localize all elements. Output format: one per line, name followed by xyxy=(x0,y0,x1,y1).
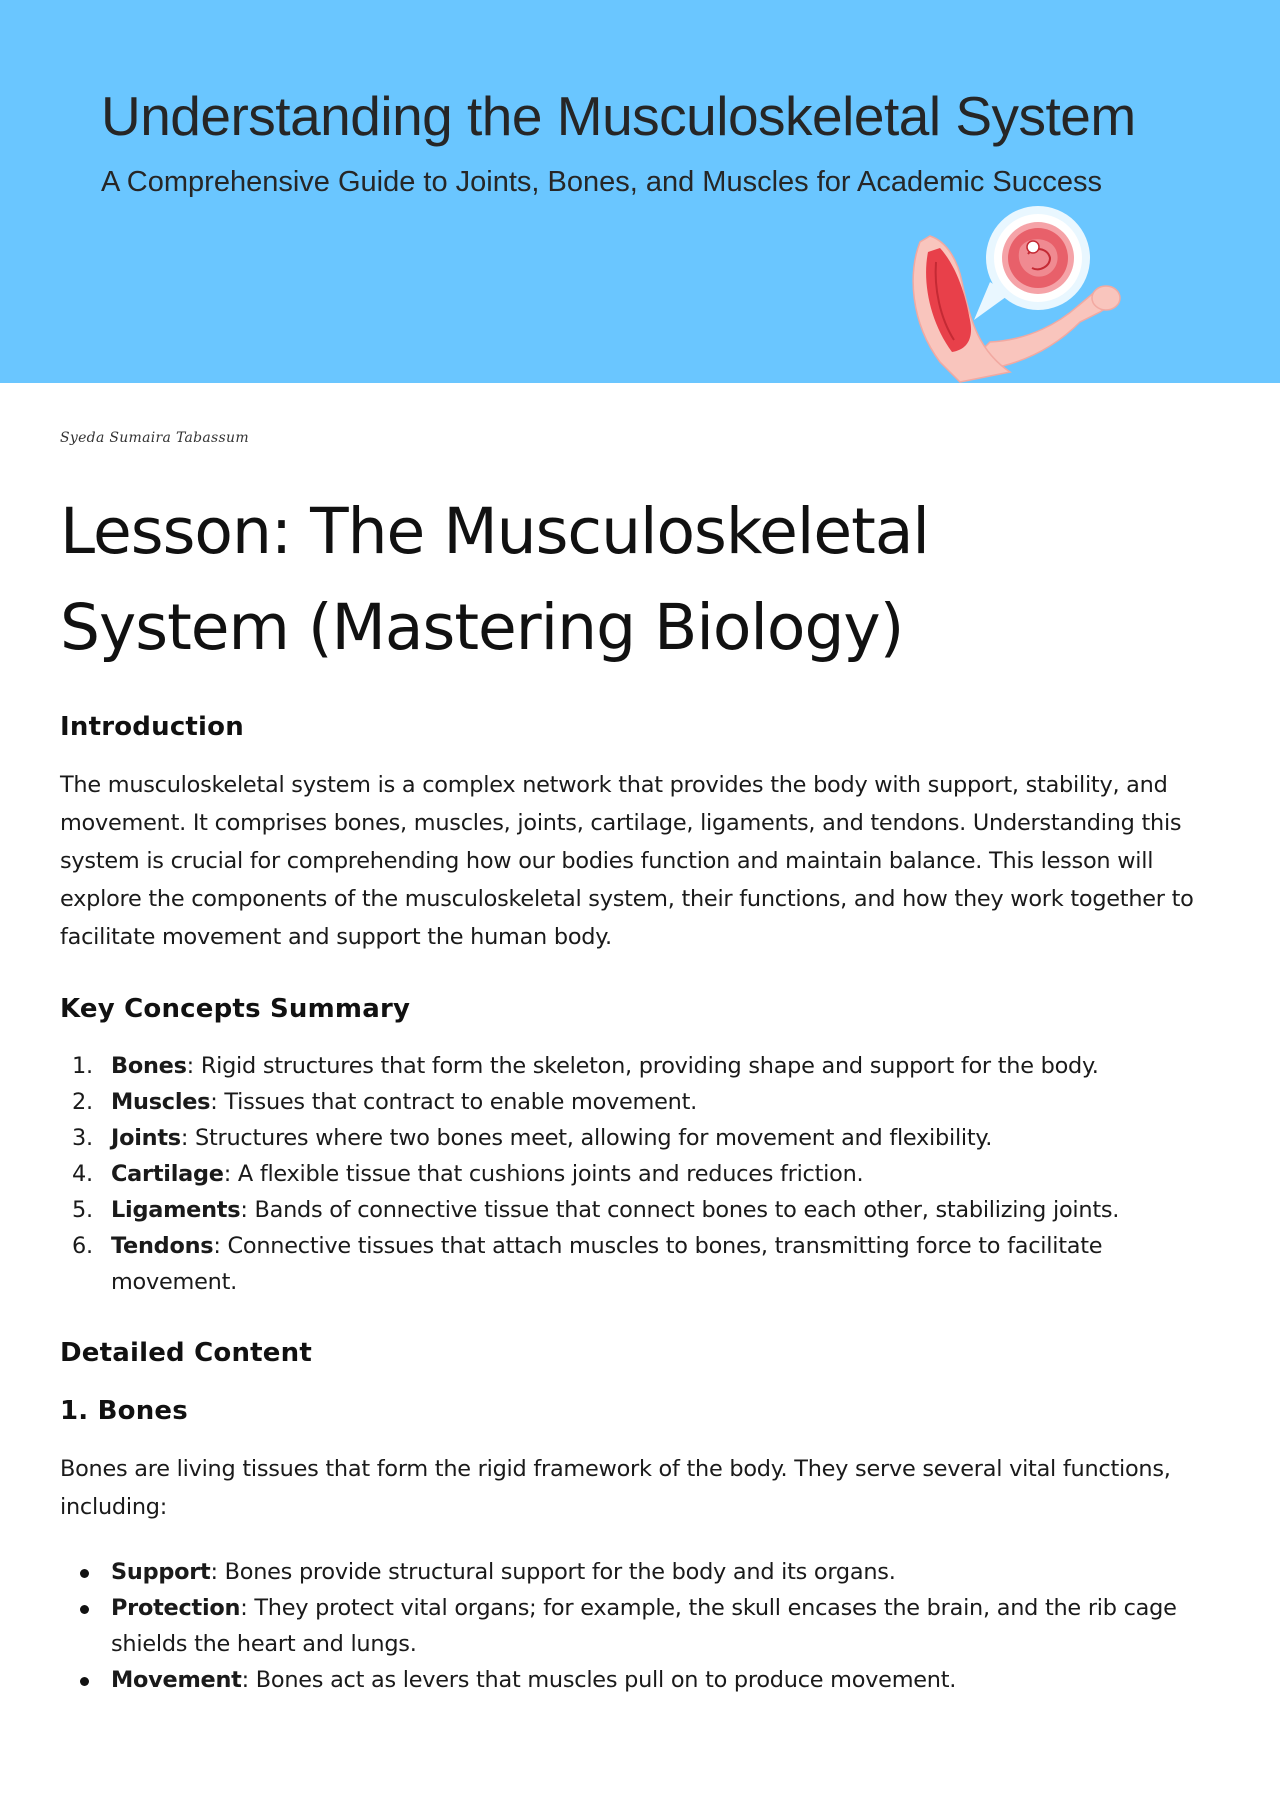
introduction-text: The musculoskeletal system is a complex network that provides the body with support, stability, and movement. It comprises bones, muscles, joints, cartilage, ligaments, and tendons. Understanding this system is crucial for comprehending how our bodies function and maintain balance. This lesson will explore the components of the musculoskeletal system, their functions, and how they work together to facilitate movement and support the human body. xyxy=(60,772,1194,950)
list-item xyxy=(60,1120,1220,1156)
list-number: 2. xyxy=(72,1089,93,1115)
list-item xyxy=(60,1554,1220,1590)
list-item xyxy=(60,1590,1220,1662)
banner-title: Understanding the Musculoskeletal System xyxy=(101,85,1136,147)
lesson-content xyxy=(60,484,1220,1698)
key-concepts-heading: Key Concepts Summary xyxy=(60,994,411,1024)
list-item xyxy=(60,1084,1220,1120)
function-description: : Bones provide structural support for the body and its organs. xyxy=(210,1559,896,1585)
concept-term: Bones xyxy=(111,1053,187,1079)
list-number: 1. xyxy=(72,1053,93,1079)
function-description: : They protect vital organs; for example, the skull encases the brain, and the rib cage shields the heart and lungs. xyxy=(111,1595,1177,1657)
concept-definition: : Structures where two bones meet, allowing for movement and flexibility. xyxy=(180,1125,993,1151)
introduction-heading: Introduction xyxy=(60,712,244,742)
bullet-icon xyxy=(80,1677,89,1686)
author-signature: Syeda Sumaira Tabassum xyxy=(60,430,249,446)
concept-term: Ligaments xyxy=(111,1197,241,1223)
list-number: 4. xyxy=(72,1161,93,1187)
bone-functions-list xyxy=(60,1554,1220,1698)
lesson-title: Lesson: The Musculoskeletal System (Mastering Biology) xyxy=(60,495,929,664)
flexed-arm-muscle-icon xyxy=(900,202,1140,384)
concept-definition: : Connective tissues that attach muscles to bones, transmitting force to facilitate movement. xyxy=(111,1233,1103,1295)
list-item xyxy=(60,1228,1220,1300)
concept-term: Cartilage xyxy=(111,1161,224,1187)
function-description: : Bones act as levers that muscles pull on to produce movement. xyxy=(241,1667,957,1693)
bullet-icon xyxy=(80,1569,89,1578)
list-number: 3. xyxy=(72,1125,93,1151)
function-term: Protection xyxy=(111,1595,241,1621)
list-item xyxy=(60,1662,1220,1698)
header-banner xyxy=(0,0,1280,383)
function-term: Support xyxy=(111,1559,211,1585)
banner-subtitle: A Comprehensive Guide to Joints, Bones, and Muscles for Academic Success xyxy=(101,166,1102,198)
key-concepts-list xyxy=(60,1048,1220,1300)
concept-definition: : Bands of connective tissue that connect bones to each other, stabilizing joints. xyxy=(240,1197,1120,1223)
list-number: 6. xyxy=(72,1233,93,1259)
bones-intro: Bones are living tissues that form the rigid framework of the body. They serve several vital functions, including: xyxy=(60,1456,1171,1520)
bones-heading: 1. Bones xyxy=(60,1396,188,1426)
concept-definition: : A flexible tissue that cushions joints and reduces friction. xyxy=(223,1161,864,1187)
concept-term: Muscles xyxy=(111,1089,211,1115)
list-number: 5. xyxy=(72,1197,93,1223)
list-item xyxy=(60,1192,1220,1228)
concept-term: Joints xyxy=(111,1125,181,1151)
concept-definition: : Rigid structures that form the skeleton, providing shape and support for the body. xyxy=(186,1053,1099,1079)
concept-definition: : Tissues that contract to enable movement. xyxy=(210,1089,697,1115)
list-item xyxy=(60,1156,1220,1192)
detailed-content-heading: Detailed Content xyxy=(60,1338,312,1368)
list-item xyxy=(60,1048,1220,1084)
concept-term: Tendons xyxy=(111,1233,214,1259)
bullet-icon xyxy=(80,1605,89,1614)
function-term: Movement xyxy=(111,1667,242,1693)
